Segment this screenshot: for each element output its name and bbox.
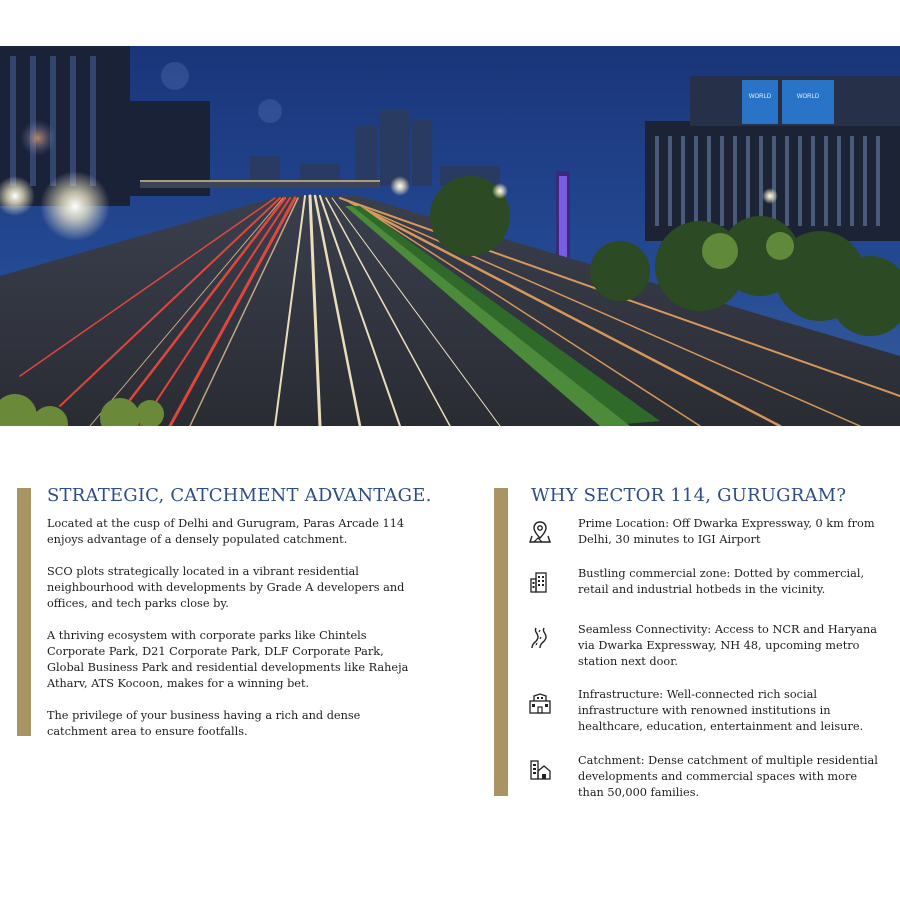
feature-text: Infrastructure: Well-connected rich social infrastructure with renowned institutions in healthcare, education, entertainment and leisure. [578, 688, 864, 733]
feature-text: Catchment: Dense catchment of multiple residential developments and commercial spaces with more than 50,000 families. [578, 754, 878, 799]
feature-text: Bustling commercial zone: Dotted by commercial, retail and industrial hotbeds in the vicinity. [578, 567, 865, 596]
buildings-icon [528, 570, 552, 594]
catchment-heading: STRATEGIC, CATCHMENT ADVANTAGE. [47, 485, 432, 506]
right-accent-bar [494, 488, 508, 796]
billboard-panel-2 [782, 80, 834, 124]
svg-text:WORLD: WORLD [796, 94, 820, 100]
feature-text: Seamless Connectivity: Access to NCR and Haryana via Dwarka Expressway, NH 48, upcoming metro station next door. [578, 623, 878, 668]
left-accent-bar [17, 488, 31, 736]
paragraph-privilege: The privilege of your business having a rich and dense catchment area to ensure footfalls. [47, 709, 361, 738]
paragraph-location: Located at the cusp of Delhi and Gurugram, Paras Arcade 114 enjoys advantage of a densely populated catchment. [47, 517, 405, 546]
road-icon [528, 626, 552, 650]
paragraph-sco-plots: SCO plots strategically located in a vibrant residential neighbourhood with developments by Grade A developers and offices, and tech parks close by. [47, 565, 405, 610]
billboard-text: WORLD [748, 94, 772, 100]
sector-heading: WHY SECTOR 114, GURUGRAM? [531, 485, 847, 506]
feature-text: Prime Location: Off Dwarka Expressway, 0 km from Delhi, 30 minutes to IGI Airport [578, 517, 875, 546]
houses-icon [528, 757, 552, 781]
expressway-night-photo [0, 46, 900, 426]
billboard-panel-1 [742, 80, 778, 124]
hero-photo [0, 46, 900, 426]
school-icon [528, 691, 552, 715]
map-pin-icon [528, 520, 552, 544]
paragraph-ecosystem: A thriving ecosystem with corporate parks like Chintels Corporate Park, D21 Corporate Park, DLF Corporate Park, Global Business Park and residential developments like Raheja Atharv, ATS Kocoon, makes for a winning bet. [47, 629, 409, 690]
